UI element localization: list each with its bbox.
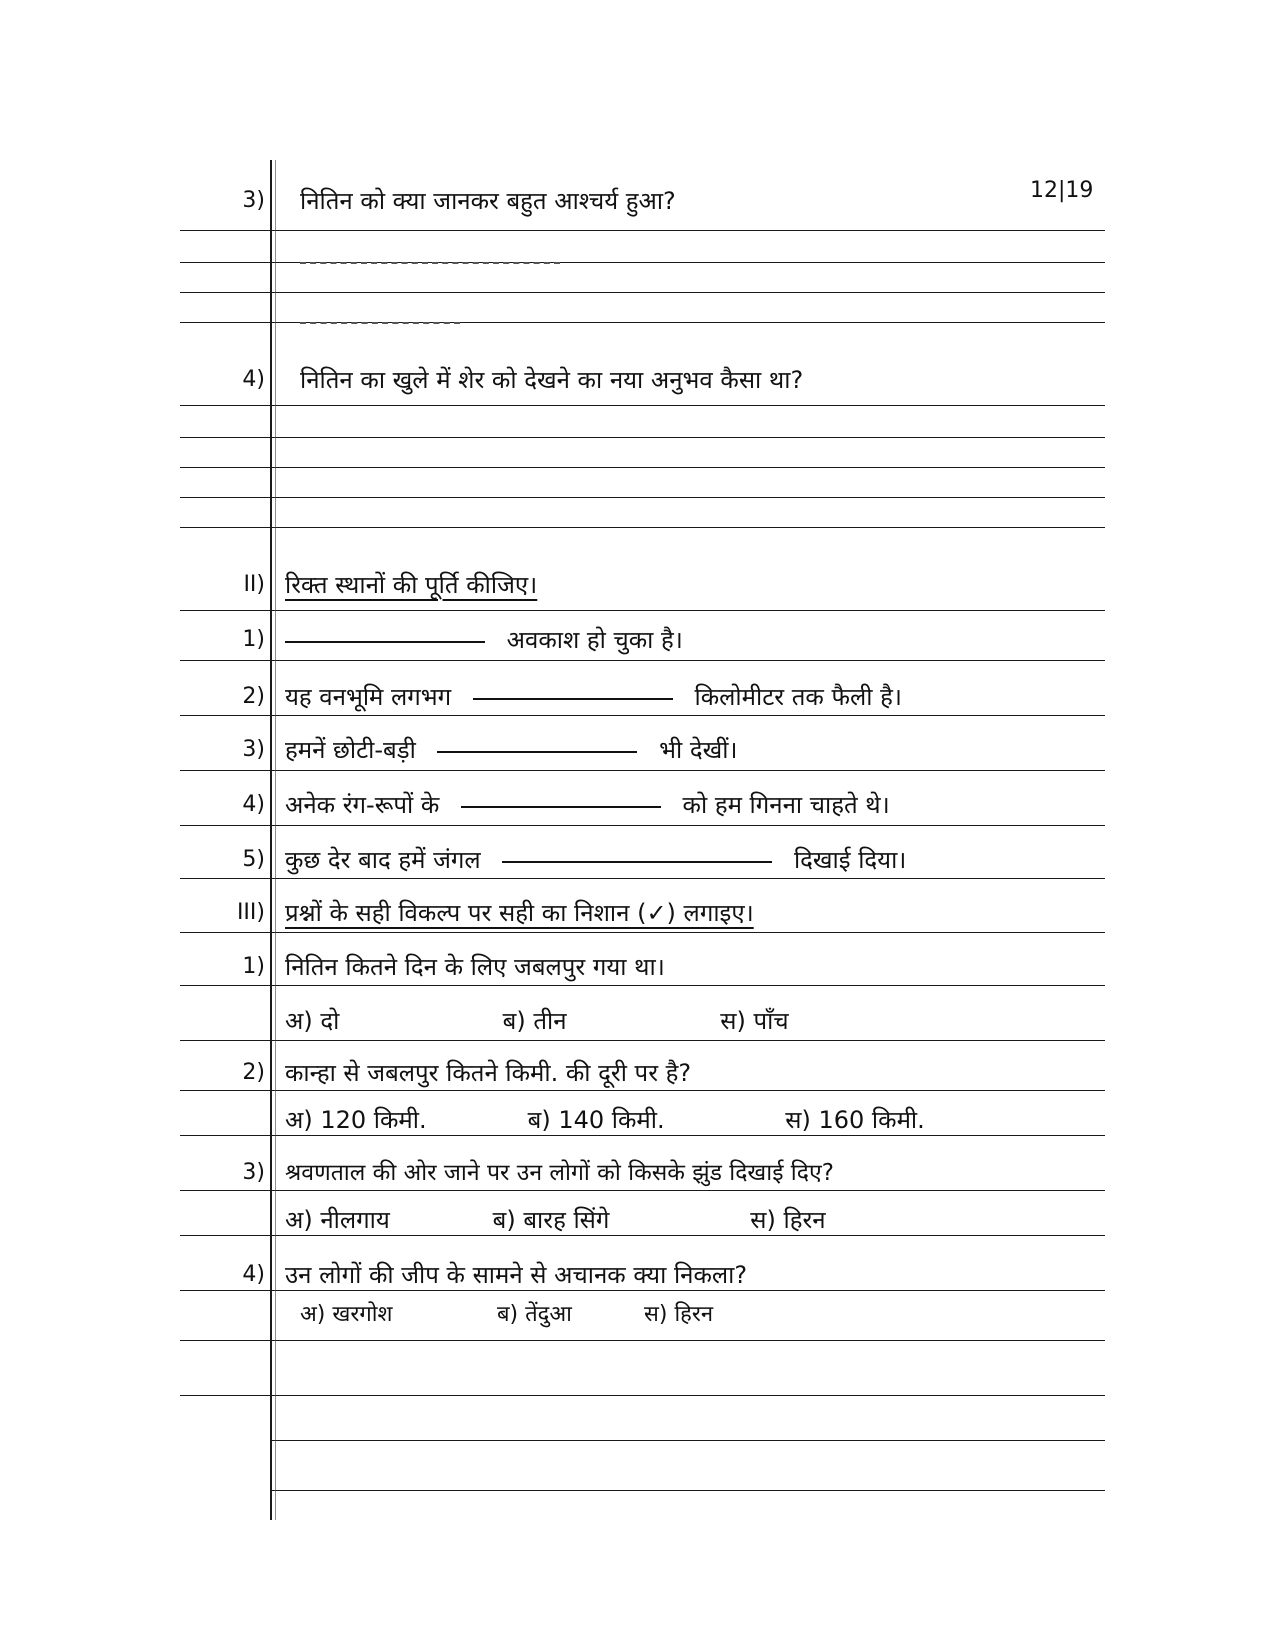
ruled-line bbox=[180, 405, 1105, 406]
ruled-line bbox=[180, 1040, 1105, 1041]
options-row bbox=[300, 1300, 713, 1330]
question-text: नितिन कितने दिन के लिए जबलपुर गया था। bbox=[285, 953, 665, 981]
fill-blank-after: को हम गिनना चाहते थे। bbox=[682, 791, 890, 819]
question-text: कान्हा से जबलपुर कितने किमी. की दूरी पर है? bbox=[285, 1059, 692, 1087]
ruled-line bbox=[180, 1135, 1105, 1136]
item-number: 4) bbox=[242, 792, 265, 817]
section-heading: प्रश्नों के सही विकल्प पर सही का निशान (✓) लगाइए। bbox=[285, 899, 754, 927]
ruled-line bbox=[180, 467, 1105, 468]
options-row bbox=[285, 1006, 789, 1036]
ruled-line bbox=[180, 1395, 1105, 1396]
fill-blank-item bbox=[285, 790, 890, 820]
fill-blank-after: किलोमीटर तक फैली है। bbox=[694, 683, 902, 711]
ruled-line bbox=[180, 932, 1105, 933]
section-number: III) bbox=[236, 900, 265, 925]
option[interactable]: ब) तेंदुआ bbox=[497, 1302, 572, 1327]
option[interactable]: स) हिरन bbox=[750, 1206, 826, 1234]
ruled-line bbox=[180, 1290, 1105, 1291]
fill-blank-item bbox=[285, 735, 738, 765]
ruled-line bbox=[180, 230, 1105, 231]
ruled-line bbox=[180, 437, 1105, 438]
question-number: 4) bbox=[242, 367, 265, 392]
margin-line bbox=[270, 160, 272, 1520]
question-text: श्रवणताल की ओर जाने पर उन लोगों को किसके झुंड दिखाई दिए? bbox=[285, 1160, 834, 1186]
ruled-line bbox=[270, 1440, 1105, 1441]
blank-line[interactable] bbox=[502, 860, 772, 863]
option[interactable]: स) हिरन bbox=[644, 1302, 714, 1327]
blank-line[interactable] bbox=[285, 640, 485, 643]
option[interactable]: स) पाँच bbox=[720, 1007, 789, 1035]
ruled-line bbox=[180, 1235, 1105, 1236]
ruled-line bbox=[180, 715, 1105, 716]
item-number: 3) bbox=[242, 737, 265, 762]
item-number: 1) bbox=[242, 627, 265, 652]
option[interactable]: स) 160 किमी. bbox=[785, 1106, 925, 1134]
option[interactable]: ब) तीन bbox=[502, 1007, 567, 1035]
ruled-line bbox=[180, 292, 1105, 293]
fill-blank-before: यह वनभूमि लगभग bbox=[285, 683, 452, 711]
fill-blank-before: अनेक रंग-रूपों के bbox=[285, 791, 440, 819]
ruled-line bbox=[180, 497, 1105, 498]
fill-blank-item bbox=[285, 682, 902, 712]
ruled-line bbox=[180, 610, 1105, 611]
ruled-line bbox=[180, 770, 1105, 771]
options-row bbox=[285, 1105, 925, 1135]
question-number: 3) bbox=[242, 188, 265, 213]
pencil-dash bbox=[300, 322, 460, 324]
blank-line[interactable] bbox=[473, 697, 673, 700]
ruled-line bbox=[180, 985, 1105, 986]
page-number: 12|19 bbox=[1030, 178, 1094, 203]
blank-line[interactable] bbox=[437, 750, 637, 753]
question-text: नितिन का खुले में शेर को देखने का नया अनुभव कैसा था? bbox=[300, 366, 804, 394]
ruled-line bbox=[180, 1090, 1105, 1091]
ruled-line bbox=[180, 878, 1105, 879]
ruled-line bbox=[180, 825, 1105, 826]
option[interactable]: ब) 140 किमी. bbox=[527, 1106, 665, 1134]
fill-blank-after: दिखाई दिया। bbox=[793, 846, 907, 874]
question-text: नितिन को क्या जानकर बहुत आश्चर्य हुआ? bbox=[300, 187, 676, 215]
question-text: उन लोगों की जीप के सामने से अचानक क्या निकला? bbox=[285, 1261, 748, 1289]
question-number: 1) bbox=[242, 954, 265, 979]
option[interactable]: ब) बारह सिंगे bbox=[492, 1206, 610, 1234]
section-number: II) bbox=[243, 572, 265, 597]
fill-blank-after: अवकाश हो चुका है। bbox=[506, 626, 683, 654]
ruled-line bbox=[180, 527, 1105, 528]
ruled-line bbox=[180, 1340, 1105, 1341]
ruled-line bbox=[180, 660, 1105, 661]
option[interactable]: अ) नीलगाय bbox=[285, 1206, 390, 1234]
blank-line[interactable] bbox=[461, 805, 661, 808]
pencil-dash bbox=[300, 262, 560, 264]
ruled-line bbox=[270, 1490, 1105, 1491]
fill-blank-before: हमनें छोटी-बड़ी bbox=[285, 736, 416, 764]
fill-blank-item bbox=[285, 845, 906, 875]
margin-line bbox=[275, 160, 276, 1520]
question-number: 2) bbox=[242, 1060, 265, 1085]
item-number: 2) bbox=[242, 684, 265, 709]
option[interactable]: अ) 120 किमी. bbox=[285, 1106, 427, 1134]
fill-blank-before: कुछ देर बाद हमें जंगल bbox=[285, 846, 481, 874]
question-number: 3) bbox=[242, 1160, 265, 1185]
item-number: 5) bbox=[242, 847, 265, 872]
options-row bbox=[285, 1205, 826, 1235]
section-heading: रिक्त स्थानों की पूर्ति कीजिए। bbox=[285, 571, 538, 599]
option[interactable]: अ) दो bbox=[285, 1007, 340, 1035]
fill-blank-after: भी देखीं। bbox=[659, 736, 738, 764]
option[interactable]: अ) खरगोश bbox=[300, 1302, 393, 1327]
ruled-line bbox=[180, 1190, 1105, 1191]
question-number: 4) bbox=[242, 1262, 265, 1287]
fill-blank-item bbox=[285, 625, 683, 655]
